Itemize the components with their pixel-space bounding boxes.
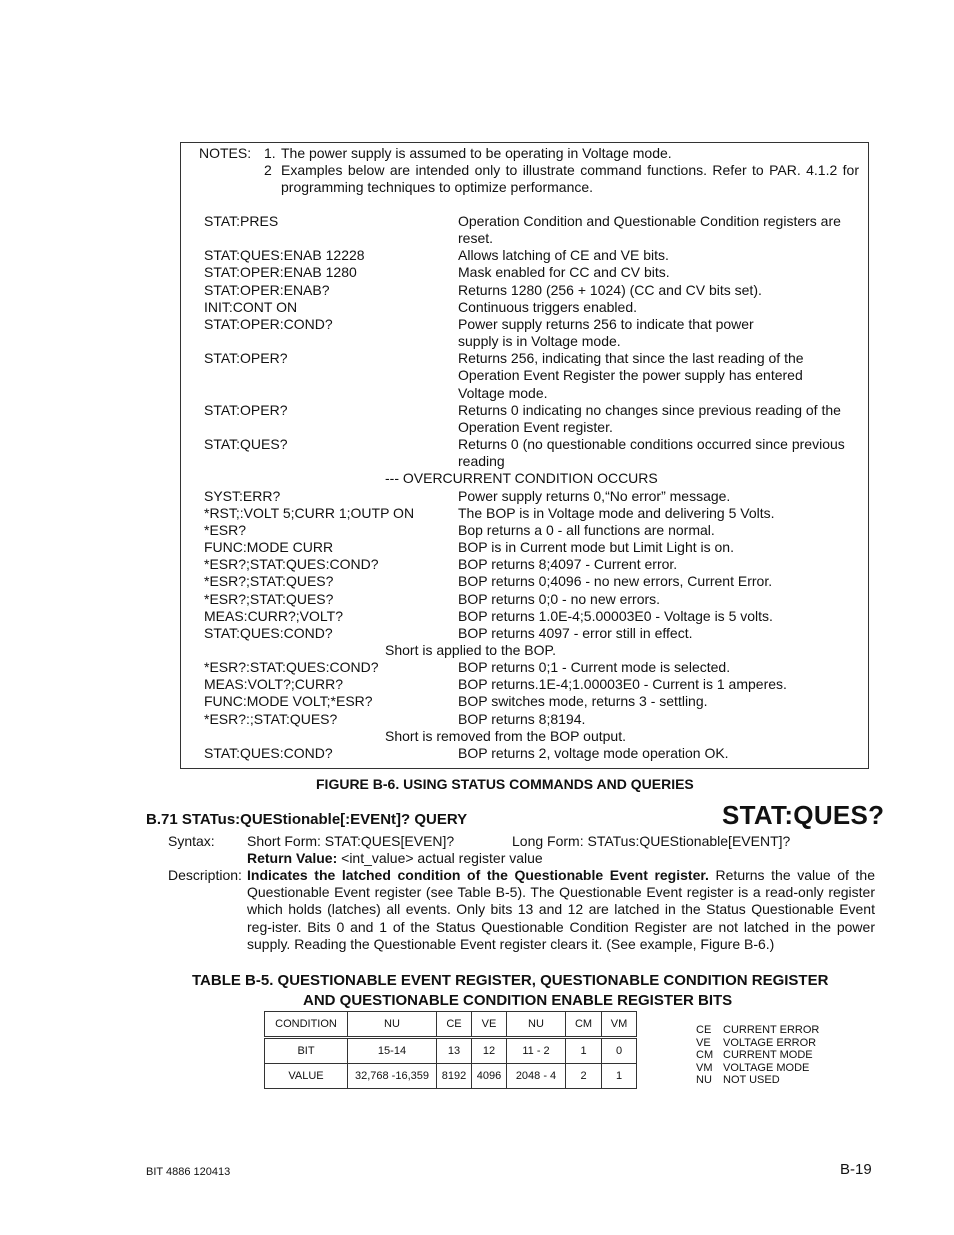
short-form: Short Form: STAT:QUES[EVEN]? — [247, 833, 455, 849]
notes-label: NOTES: — [199, 145, 252, 161]
command-row — [181, 299, 869, 316]
command-row — [181, 539, 869, 556]
command-row — [181, 591, 869, 608]
command-row — [181, 436, 869, 453]
description-text: Returns the value of the Questionable Event register (see Table B-5). The Questionable Event register is a read-only register which holds (latches) all events. Only bits 13 and 12 are latched in the Status Questionable Event reg-ister. Bits 0 and 1 of the Status Questionable Condition Register are not latched in the power supply. Reading the Questionable Event register clears it. (See example, Figure B-6.) — [247, 867, 875, 952]
command-row — [181, 230, 869, 247]
event-marker: Short is removed from the BOP output. — [385, 727, 626, 744]
command-text: FUNC:MODE VOLT;*ESR? — [204, 693, 373, 710]
command-description: BOP returns.1E-4;1.00003E0 - Current is 1 amperes. — [458, 676, 787, 693]
legend-text: VOLTAGE MODE — [723, 1061, 810, 1074]
command-description: reading — [458, 453, 505, 470]
note-2-text-line1: Examples below are intended only to illustrate command functions. Refer to PAR. 4.1.2 for — [281, 162, 859, 178]
command-description: BOP switches mode, returns 3 - settling. — [458, 693, 708, 710]
command-text: STAT:QUES? — [204, 436, 288, 453]
section-big-title: STAT:QUES? — [722, 800, 885, 830]
command-row — [181, 385, 869, 402]
legend-code: CE — [696, 1024, 712, 1036]
command-description: BOP is in Current mode but Limit Light is on. — [458, 539, 734, 556]
command-description: reset. — [458, 230, 494, 247]
return-value-text: <int_value> actual register value — [337, 850, 543, 866]
table-cell: NU — [507, 1012, 566, 1038]
command-text: FUNC:MODE CURR — [204, 539, 334, 556]
table-cell: CM — [566, 1012, 602, 1038]
table-cell: 13 — [437, 1038, 472, 1064]
command-description: Power supply returns 256 to indicate that power — [458, 315, 754, 332]
command-text: STAT:PRES — [204, 213, 279, 229]
command-row — [181, 659, 869, 676]
syntax-label: Syntax: — [168, 833, 215, 849]
command-row — [181, 402, 869, 419]
table-cell: 2 — [566, 1064, 602, 1089]
table-cell: 12 — [472, 1038, 507, 1064]
command-description: Power supply returns 0,“No error” message. — [458, 487, 731, 504]
figure-caption: FIGURE B-6. USING STATUS COMMANDS AND QUERIES — [316, 776, 694, 792]
description-label: Description: — [168, 867, 242, 883]
command-description: Operation Event register. — [458, 418, 613, 435]
command-row — [181, 693, 869, 710]
command-row — [181, 505, 869, 522]
command-description: Returns 1280 (256 + 1024) (CC and CV bits set). — [458, 281, 762, 298]
legend-text: CURRENT MODE — [723, 1049, 813, 1062]
table-cell: 1 — [566, 1038, 602, 1064]
legend-text: VOLTAGE ERROR — [723, 1036, 817, 1049]
event-marker: --- OVERCURRENT CONDITION OCCURS — [385, 470, 658, 487]
command-text: MEAS:CURR?;VOLT? — [204, 607, 343, 624]
section-heading: B.71 STATus:QUEStionable[:EVENt]? QUERY — [146, 811, 468, 828]
command-text: STAT:QUES:COND? — [204, 624, 333, 641]
legend-code: VM — [696, 1061, 713, 1074]
command-description: BOP returns 0;4096 - no new errors, Current Error. — [458, 573, 773, 590]
legend-code: VE — [696, 1036, 711, 1049]
command-description: BOP returns 1.0E-4;5.00003E0 - Voltage is 5 volts. — [458, 607, 773, 624]
command-row — [181, 213, 869, 230]
event-marker: Short is applied to the BOP. — [385, 642, 556, 658]
legend-item — [696, 1024, 819, 1037]
command-description: Continuous triggers enabled. — [458, 298, 638, 315]
command-description: Returns 0 (no questionable conditions occurred since previous — [458, 436, 845, 453]
command-row — [181, 367, 869, 384]
command-text: *ESR? — [204, 521, 247, 538]
command-row — [181, 711, 869, 728]
command-description: Mask enabled for CC and CV bits. — [458, 264, 670, 281]
footer-page-number: B-19 — [840, 1161, 872, 1178]
command-description: BOP returns 4097 - error still in effect. — [458, 624, 693, 641]
table-cell: VALUE — [265, 1064, 348, 1089]
command-text: *ESR?;STAT:QUES? — [204, 590, 334, 607]
command-description: Operation Condition and Questionable Condition registers are — [458, 213, 841, 229]
table-cell: CONDITION — [265, 1012, 348, 1038]
table-cell: 2048 - 4 — [507, 1064, 566, 1089]
command-row — [181, 419, 869, 436]
legend-code: NU — [696, 1074, 712, 1087]
note-1-number: 1. — [264, 145, 276, 161]
command-row — [181, 728, 869, 745]
command-description: BOP returns 8;4097 - Current error. — [458, 556, 678, 573]
command-text: STAT:OPER? — [204, 401, 288, 418]
command-description: Voltage mode. — [458, 384, 548, 401]
command-description: BOP returns 0;1 - Current mode is selected. — [458, 659, 731, 676]
command-description: The BOP is in Voltage mode and delivering 5 Volts. — [458, 504, 775, 521]
table-title-line2: AND QUESTIONABLE CONDITION ENABLE REGISTER BITS — [303, 992, 733, 1009]
legend-item — [696, 1037, 819, 1050]
legend-text: CURRENT ERROR — [723, 1024, 820, 1036]
note-1-text: The power supply is assumed to be operating in Voltage mode. — [281, 145, 672, 161]
command-text: *ESR?:STAT:QUES:COND? — [204, 659, 379, 676]
table-cell: 15-14 — [348, 1038, 437, 1064]
figure-b6-box — [180, 142, 869, 769]
command-row — [181, 247, 869, 264]
legend-item — [696, 1049, 819, 1062]
table-cell: 32,768 -16,359 — [348, 1064, 437, 1089]
command-text: STAT:QUES:COND? — [204, 744, 333, 761]
table-cell: 1 — [602, 1064, 637, 1089]
table-cell: 8192 — [437, 1064, 472, 1089]
table-legend — [696, 1024, 819, 1087]
command-text: *ESR?;STAT:QUES:COND? — [204, 556, 379, 573]
command-row — [181, 453, 869, 470]
return-value-line — [247, 850, 543, 866]
command-row — [181, 488, 869, 505]
table-row-value — [265, 1064, 637, 1089]
command-text: STAT:OPER? — [204, 350, 288, 367]
command-description: Bop returns a 0 - all functions are normal. — [458, 521, 715, 538]
command-text: *RST;:VOLT 5;CURR 1;OUTP ON — [204, 504, 415, 521]
legend-item — [696, 1062, 819, 1075]
command-row — [181, 350, 869, 367]
command-text: STAT:QUES:ENAB 12228 — [204, 247, 365, 264]
table-row-bit — [265, 1038, 637, 1064]
command-text: MEAS:VOLT?;CURR? — [204, 676, 343, 693]
table-title-line1: TABLE B-5. QUESTIONABLE EVENT REGISTER, QUESTIONABLE CONDITION REGISTER — [192, 972, 829, 989]
command-row — [181, 625, 869, 642]
command-description: Returns 0 indicating no changes since previous reading of the — [458, 401, 841, 418]
command-row — [181, 333, 869, 350]
command-row — [181, 470, 869, 487]
table-cell: BIT — [265, 1038, 348, 1064]
table-cell: VM — [602, 1012, 637, 1038]
note-2-number: 2 — [264, 162, 272, 178]
legend-text: NOT USED — [723, 1074, 780, 1087]
command-row — [181, 282, 869, 299]
footer-doc-id: BIT 4886 120413 — [146, 1166, 231, 1178]
description-bold: Indicates the latched condition of the Questionable Event register. — [247, 867, 709, 883]
command-row — [181, 573, 869, 590]
command-text: STAT:OPER:ENAB? — [204, 281, 330, 298]
command-description: Allows latching of CE and VE bits. — [458, 247, 669, 264]
description-paragraph — [247, 867, 875, 953]
command-description: BOP returns 8;8194. — [458, 710, 586, 727]
command-text: STAT:OPER:COND? — [204, 315, 333, 332]
legend-code: CM — [696, 1049, 714, 1062]
table-cell: 4096 — [472, 1064, 507, 1089]
command-description: Returns 256, indicating that since the last reading of the — [458, 350, 804, 367]
command-row — [181, 642, 869, 659]
command-text: *ESR?:;STAT:QUES? — [204, 710, 338, 727]
command-row — [181, 264, 869, 281]
command-row — [181, 316, 869, 333]
return-value-label: Return Value: — [247, 850, 338, 866]
command-row — [181, 676, 869, 693]
table-cell: CE — [437, 1012, 472, 1038]
note-2-text-line2: programming techniques to optimize performance. — [281, 179, 594, 195]
table-cell: VE — [472, 1012, 507, 1038]
table-cell: NU — [348, 1012, 437, 1038]
command-row — [181, 745, 869, 762]
command-text: *ESR?;STAT:QUES? — [204, 573, 334, 590]
command-description: Operation Event Register the power supply has entered — [458, 367, 803, 384]
command-row — [181, 522, 869, 539]
legend-item — [696, 1074, 819, 1087]
command-text: INIT:CONT ON — [204, 298, 298, 315]
table-cell: 11 - 2 — [507, 1038, 566, 1064]
long-form: Long Form: STATus:QUEStionable[EVENT]? — [512, 833, 791, 849]
command-text: STAT:OPER:ENAB 1280 — [204, 264, 357, 281]
table-header-row — [265, 1012, 637, 1038]
command-row — [181, 556, 869, 573]
command-row — [181, 608, 869, 625]
command-description: supply is in Voltage mode. — [458, 333, 621, 350]
table-cell: 0 — [602, 1038, 637, 1064]
command-description: BOP returns 2, voltage mode operation OK. — [458, 744, 729, 761]
command-description: BOP returns 0;0 - no new errors. — [458, 590, 661, 607]
register-bits-table — [264, 1011, 637, 1089]
command-text: SYST:ERR? — [204, 487, 281, 504]
